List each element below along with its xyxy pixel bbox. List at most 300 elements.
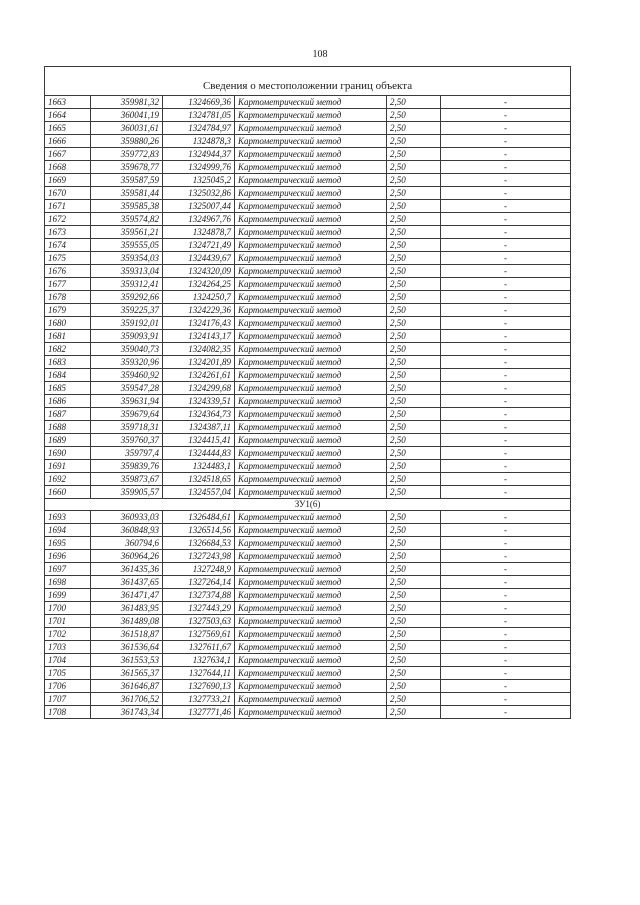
method-cell: Картометрический метод xyxy=(235,447,387,460)
x-coordinate-cell: 360794,6 xyxy=(91,537,163,550)
y-coordinate-cell: 1327644,11 xyxy=(163,667,235,680)
accuracy-cell: 2,50 xyxy=(387,382,441,395)
point-number-cell: 1695 xyxy=(45,537,91,550)
y-coordinate-cell: 1325045,2 xyxy=(163,174,235,187)
y-coordinate-cell: 1327243,98 xyxy=(163,550,235,563)
y-coordinate-cell: 1324320,09 xyxy=(163,265,235,278)
note-cell: - xyxy=(441,252,571,265)
x-coordinate-cell: 359547,28 xyxy=(91,382,163,395)
point-number-cell: 1675 xyxy=(45,252,91,265)
table-row xyxy=(45,447,571,460)
x-coordinate-cell: 361706,52 xyxy=(91,693,163,706)
method-cell: Картометрический метод xyxy=(235,628,387,641)
accuracy-cell: 2,50 xyxy=(387,317,441,330)
y-coordinate-cell: 1324784,97 xyxy=(163,122,235,135)
x-coordinate-cell: 361471,47 xyxy=(91,589,163,602)
method-cell: Картометрический метод xyxy=(235,602,387,615)
point-number-cell: 1677 xyxy=(45,278,91,291)
table-header-gap xyxy=(45,67,571,78)
point-number-cell: 1690 xyxy=(45,447,91,460)
x-coordinate-cell: 359760,37 xyxy=(91,434,163,447)
y-coordinate-cell: 1324201,89 xyxy=(163,356,235,369)
note-cell: - xyxy=(441,693,571,706)
method-cell: Картометрический метод xyxy=(235,148,387,161)
point-number-cell: 1703 xyxy=(45,641,91,654)
note-cell: - xyxy=(441,615,571,628)
method-cell: Картометрический метод xyxy=(235,174,387,187)
y-coordinate-cell: 1324264,25 xyxy=(163,278,235,291)
accuracy-cell: 2,50 xyxy=(387,667,441,680)
point-number-cell: 1692 xyxy=(45,473,91,486)
accuracy-cell: 2,50 xyxy=(387,135,441,148)
x-coordinate-cell: 359905,57 xyxy=(91,486,163,499)
note-cell: - xyxy=(441,148,571,161)
accuracy-cell: 2,50 xyxy=(387,265,441,278)
y-coordinate-cell: 1324878,7 xyxy=(163,226,235,239)
point-number-cell: 1708 xyxy=(45,706,91,719)
x-coordinate-cell: 359093,91 xyxy=(91,330,163,343)
table-row xyxy=(45,421,571,434)
x-coordinate-cell: 359873,67 xyxy=(91,473,163,486)
y-coordinate-cell: 1324143,17 xyxy=(163,330,235,343)
method-cell: Картометрический метод xyxy=(235,109,387,122)
table-row xyxy=(45,330,571,343)
point-number-cell: 1705 xyxy=(45,667,91,680)
table-row xyxy=(45,226,571,239)
note-cell: - xyxy=(441,239,571,252)
table-row xyxy=(45,382,571,395)
method-cell: Картометрический метод xyxy=(235,537,387,550)
note-cell: - xyxy=(441,576,571,589)
accuracy-cell: 2,50 xyxy=(387,161,441,174)
table-row xyxy=(45,395,571,408)
y-coordinate-cell: 1324721,49 xyxy=(163,239,235,252)
table-title: Сведения о местоположении границ объекта xyxy=(45,77,571,96)
point-number-cell: 1674 xyxy=(45,239,91,252)
x-coordinate-cell: 359320,96 xyxy=(91,356,163,369)
y-coordinate-cell: 1324518,65 xyxy=(163,473,235,486)
accuracy-cell: 2,50 xyxy=(387,239,441,252)
accuracy-cell: 2,50 xyxy=(387,330,441,343)
method-cell: Картометрический метод xyxy=(235,343,387,356)
method-cell: Картометрический метод xyxy=(235,382,387,395)
accuracy-cell: 2,50 xyxy=(387,680,441,693)
accuracy-cell: 2,50 xyxy=(387,252,441,265)
x-coordinate-cell: 360031,61 xyxy=(91,122,163,135)
boundary-coordinates-table xyxy=(44,66,571,719)
table-row xyxy=(45,628,571,641)
point-number-cell: 1686 xyxy=(45,395,91,408)
point-number-cell: 1685 xyxy=(45,382,91,395)
table-row xyxy=(45,265,571,278)
accuracy-cell: 2,50 xyxy=(387,524,441,537)
point-number-cell: 1699 xyxy=(45,589,91,602)
point-number-cell: 1673 xyxy=(45,226,91,239)
point-number-cell: 1691 xyxy=(45,460,91,473)
x-coordinate-cell: 359312,41 xyxy=(91,278,163,291)
note-cell: - xyxy=(441,447,571,460)
x-coordinate-cell: 360964,26 xyxy=(91,550,163,563)
method-cell: Картометрический метод xyxy=(235,680,387,693)
point-number-cell: 1664 xyxy=(45,109,91,122)
accuracy-cell: 2,50 xyxy=(387,369,441,382)
accuracy-cell: 2,50 xyxy=(387,200,441,213)
table-row xyxy=(45,486,571,499)
y-coordinate-cell: 1324176,43 xyxy=(163,317,235,330)
y-coordinate-cell: 1324339,51 xyxy=(163,395,235,408)
method-cell: Картометрический метод xyxy=(235,486,387,499)
accuracy-cell: 2,50 xyxy=(387,356,441,369)
point-number-cell: 1694 xyxy=(45,524,91,537)
method-cell: Картометрический метод xyxy=(235,187,387,200)
table-row xyxy=(45,161,571,174)
point-number-cell: 1684 xyxy=(45,369,91,382)
method-cell: Картометрический метод xyxy=(235,226,387,239)
method-cell: Картометрический метод xyxy=(235,252,387,265)
table-row xyxy=(45,291,571,304)
y-coordinate-cell: 1325007,44 xyxy=(163,200,235,213)
x-coordinate-cell: 359631,94 xyxy=(91,395,163,408)
y-coordinate-cell: 1327634,1 xyxy=(163,654,235,667)
point-number-cell: 1679 xyxy=(45,304,91,317)
note-cell: - xyxy=(441,213,571,226)
method-cell: Картометрический метод xyxy=(235,330,387,343)
method-cell: Картометрический метод xyxy=(235,589,387,602)
x-coordinate-cell: 360933,03 xyxy=(91,511,163,524)
table-row xyxy=(45,460,571,473)
method-cell: Картометрический метод xyxy=(235,122,387,135)
accuracy-cell: 2,50 xyxy=(387,174,441,187)
y-coordinate-cell: 1324299,68 xyxy=(163,382,235,395)
table-row xyxy=(45,369,571,382)
x-coordinate-cell: 361565,37 xyxy=(91,667,163,680)
accuracy-cell: 2,50 xyxy=(387,615,441,628)
note-cell: - xyxy=(441,667,571,680)
note-cell: - xyxy=(441,96,571,109)
y-coordinate-cell: 1327503,63 xyxy=(163,615,235,628)
method-cell: Картометрический метод xyxy=(235,550,387,563)
x-coordinate-cell: 360848,93 xyxy=(91,524,163,537)
note-cell: - xyxy=(441,109,571,122)
method-cell: Картометрический метод xyxy=(235,576,387,589)
y-coordinate-cell: 1326514,56 xyxy=(163,524,235,537)
y-coordinate-cell: 1324082,35 xyxy=(163,343,235,356)
accuracy-cell: 2,50 xyxy=(387,187,441,200)
table-row xyxy=(45,654,571,667)
table-row xyxy=(45,174,571,187)
x-coordinate-cell: 359587,59 xyxy=(91,174,163,187)
method-cell: Картометрический метод xyxy=(235,408,387,421)
y-coordinate-cell: 1327611,67 xyxy=(163,641,235,654)
y-coordinate-cell: 1324781,05 xyxy=(163,109,235,122)
point-number-cell: 1676 xyxy=(45,265,91,278)
note-cell: - xyxy=(441,486,571,499)
table-row xyxy=(45,252,571,265)
table-title-row xyxy=(45,77,571,96)
table-row xyxy=(45,187,571,200)
x-coordinate-cell: 359678,77 xyxy=(91,161,163,174)
point-number-cell: 1665 xyxy=(45,122,91,135)
x-coordinate-cell: 359718,31 xyxy=(91,421,163,434)
note-cell: - xyxy=(441,680,571,693)
method-cell: Картометрический метод xyxy=(235,421,387,434)
x-coordinate-cell: 359880,26 xyxy=(91,135,163,148)
accuracy-cell: 2,50 xyxy=(387,421,441,434)
accuracy-cell: 2,50 xyxy=(387,706,441,719)
method-cell: Картометрический метод xyxy=(235,356,387,369)
note-cell: - xyxy=(441,550,571,563)
x-coordinate-cell: 359225,37 xyxy=(91,304,163,317)
method-cell: Картометрический метод xyxy=(235,278,387,291)
method-cell: Картометрический метод xyxy=(235,511,387,524)
y-coordinate-cell: 1324878,3 xyxy=(163,135,235,148)
table-row xyxy=(45,317,571,330)
note-cell: - xyxy=(441,291,571,304)
y-coordinate-cell: 1327374,88 xyxy=(163,589,235,602)
y-coordinate-cell: 1327690,13 xyxy=(163,680,235,693)
table-row xyxy=(45,602,571,615)
point-number-cell: 1701 xyxy=(45,615,91,628)
y-coordinate-cell: 1327248,9 xyxy=(163,563,235,576)
note-cell: - xyxy=(441,135,571,148)
y-coordinate-cell: 1324250,7 xyxy=(163,291,235,304)
note-cell: - xyxy=(441,434,571,447)
y-coordinate-cell: 1325032,86 xyxy=(163,187,235,200)
x-coordinate-cell: 359574,82 xyxy=(91,213,163,226)
note-cell: - xyxy=(441,187,571,200)
x-coordinate-cell: 361483,95 xyxy=(91,602,163,615)
point-number-cell: 1669 xyxy=(45,174,91,187)
table-row xyxy=(45,148,571,161)
table-row xyxy=(45,96,571,109)
method-cell: Картометрический метод xyxy=(235,213,387,226)
note-cell: - xyxy=(441,278,571,291)
note-cell: - xyxy=(441,330,571,343)
note-cell: - xyxy=(441,369,571,382)
accuracy-cell: 2,50 xyxy=(387,550,441,563)
accuracy-cell: 2,50 xyxy=(387,563,441,576)
point-number-cell: 1688 xyxy=(45,421,91,434)
point-number-cell: 1660 xyxy=(45,486,91,499)
method-cell: Картометрический метод xyxy=(235,654,387,667)
x-coordinate-cell: 359040,73 xyxy=(91,343,163,356)
x-coordinate-cell: 359585,38 xyxy=(91,200,163,213)
x-coordinate-cell: 359561,21 xyxy=(91,226,163,239)
accuracy-cell: 2,50 xyxy=(387,511,441,524)
x-coordinate-cell: 359581,44 xyxy=(91,187,163,200)
y-coordinate-cell: 1324439,67 xyxy=(163,252,235,265)
table-row xyxy=(45,641,571,654)
table-row xyxy=(45,135,571,148)
note-cell: - xyxy=(441,537,571,550)
note-cell: - xyxy=(441,654,571,667)
note-cell: - xyxy=(441,382,571,395)
table-row xyxy=(45,615,571,628)
y-coordinate-cell: 1326684,53 xyxy=(163,537,235,550)
point-number-cell: 1670 xyxy=(45,187,91,200)
accuracy-cell: 2,50 xyxy=(387,654,441,667)
table-row xyxy=(45,278,571,291)
point-number-cell: 1700 xyxy=(45,602,91,615)
note-cell: - xyxy=(441,460,571,473)
y-coordinate-cell: 1324483,1 xyxy=(163,460,235,473)
table-row xyxy=(45,109,571,122)
note-cell: - xyxy=(441,706,571,719)
note-cell: - xyxy=(441,226,571,239)
y-coordinate-cell: 1327569,61 xyxy=(163,628,235,641)
x-coordinate-cell: 360041,19 xyxy=(91,109,163,122)
x-coordinate-cell: 359772,83 xyxy=(91,148,163,161)
point-number-cell: 1689 xyxy=(45,434,91,447)
method-cell: Картометрический метод xyxy=(235,667,387,680)
method-cell: Картометрический метод xyxy=(235,96,387,109)
point-number-cell: 1680 xyxy=(45,317,91,330)
table-row xyxy=(45,343,571,356)
accuracy-cell: 2,50 xyxy=(387,96,441,109)
y-coordinate-cell: 1326484,61 xyxy=(163,511,235,524)
y-coordinate-cell: 1324229,36 xyxy=(163,304,235,317)
accuracy-cell: 2,50 xyxy=(387,109,441,122)
x-coordinate-cell: 361518,87 xyxy=(91,628,163,641)
table-row xyxy=(45,563,571,576)
x-coordinate-cell: 359797,4 xyxy=(91,447,163,460)
x-coordinate-cell: 359981,32 xyxy=(91,96,163,109)
point-number-cell: 1696 xyxy=(45,550,91,563)
method-cell: Картометрический метод xyxy=(235,291,387,304)
note-cell: - xyxy=(441,200,571,213)
x-coordinate-cell: 359292,66 xyxy=(91,291,163,304)
accuracy-cell: 2,50 xyxy=(387,304,441,317)
y-coordinate-cell: 1324557,04 xyxy=(163,486,235,499)
accuracy-cell: 2,50 xyxy=(387,278,441,291)
note-cell: - xyxy=(441,602,571,615)
table-row xyxy=(45,537,571,550)
note-cell: - xyxy=(441,589,571,602)
y-coordinate-cell: 1324387,11 xyxy=(163,421,235,434)
point-number-cell: 1707 xyxy=(45,693,91,706)
x-coordinate-cell: 359839,76 xyxy=(91,460,163,473)
x-coordinate-cell: 361646,87 xyxy=(91,680,163,693)
accuracy-cell: 2,50 xyxy=(387,486,441,499)
point-number-cell: 1683 xyxy=(45,356,91,369)
point-number-cell: 1663 xyxy=(45,96,91,109)
note-cell: - xyxy=(441,356,571,369)
accuracy-cell: 2,50 xyxy=(387,693,441,706)
table-row xyxy=(45,239,571,252)
note-cell: - xyxy=(441,473,571,486)
note-cell: - xyxy=(441,343,571,356)
y-coordinate-cell: 1327733,21 xyxy=(163,693,235,706)
y-coordinate-cell: 1324999,76 xyxy=(163,161,235,174)
table-row xyxy=(45,576,571,589)
y-coordinate-cell: 1327771,46 xyxy=(163,706,235,719)
note-cell: - xyxy=(441,174,571,187)
accuracy-cell: 2,50 xyxy=(387,589,441,602)
method-cell: Картометрический метод xyxy=(235,200,387,213)
y-coordinate-cell: 1324669,36 xyxy=(163,96,235,109)
x-coordinate-cell: 361553,53 xyxy=(91,654,163,667)
table-row xyxy=(45,693,571,706)
note-cell: - xyxy=(441,641,571,654)
point-number-cell: 1667 xyxy=(45,148,91,161)
accuracy-cell: 2,50 xyxy=(387,641,441,654)
note-cell: - xyxy=(441,408,571,421)
point-number-cell: 1681 xyxy=(45,330,91,343)
table-row xyxy=(45,304,571,317)
method-cell: Картометрический метод xyxy=(235,304,387,317)
table-row xyxy=(45,122,571,135)
note-cell: - xyxy=(441,395,571,408)
method-cell: Картометрический метод xyxy=(235,615,387,628)
y-coordinate-cell: 1327443,29 xyxy=(163,602,235,615)
x-coordinate-cell: 359192,01 xyxy=(91,317,163,330)
method-cell: Картометрический метод xyxy=(235,369,387,382)
x-coordinate-cell: 359460,92 xyxy=(91,369,163,382)
accuracy-cell: 2,50 xyxy=(387,537,441,550)
point-number-cell: 1706 xyxy=(45,680,91,693)
accuracy-cell: 2,50 xyxy=(387,213,441,226)
point-number-cell: 1687 xyxy=(45,408,91,421)
table-row xyxy=(45,434,571,447)
table-row xyxy=(45,200,571,213)
method-cell: Картометрический метод xyxy=(235,473,387,486)
table-row xyxy=(45,680,571,693)
table-row xyxy=(45,473,571,486)
method-cell: Картометрический метод xyxy=(235,265,387,278)
point-number-cell: 1702 xyxy=(45,628,91,641)
x-coordinate-cell: 361536,64 xyxy=(91,641,163,654)
method-cell: Картометрический метод xyxy=(235,161,387,174)
y-coordinate-cell: 1327264,14 xyxy=(163,576,235,589)
x-coordinate-cell: 359679,64 xyxy=(91,408,163,421)
method-cell: Картометрический метод xyxy=(235,434,387,447)
accuracy-cell: 2,50 xyxy=(387,148,441,161)
table-row xyxy=(45,667,571,680)
method-cell: Картометрический метод xyxy=(235,395,387,408)
note-cell: - xyxy=(441,511,571,524)
method-cell: Картометрический метод xyxy=(235,460,387,473)
table-row xyxy=(45,550,571,563)
accuracy-cell: 2,50 xyxy=(387,226,441,239)
x-coordinate-cell: 359354,03 xyxy=(91,252,163,265)
point-number-cell: 1678 xyxy=(45,291,91,304)
method-cell: Картометрический метод xyxy=(235,706,387,719)
note-cell: - xyxy=(441,161,571,174)
point-number-cell: 1668 xyxy=(45,161,91,174)
note-cell: - xyxy=(441,421,571,434)
accuracy-cell: 2,50 xyxy=(387,408,441,421)
point-number-cell: 1671 xyxy=(45,200,91,213)
point-number-cell: 1698 xyxy=(45,576,91,589)
note-cell: - xyxy=(441,524,571,537)
table-row xyxy=(45,511,571,524)
y-coordinate-cell: 1324364,73 xyxy=(163,408,235,421)
x-coordinate-cell: 359313,04 xyxy=(91,265,163,278)
method-cell: Картометрический метод xyxy=(235,563,387,576)
table-row xyxy=(45,706,571,719)
accuracy-cell: 2,50 xyxy=(387,460,441,473)
section-header-row xyxy=(45,499,571,511)
note-cell: - xyxy=(441,628,571,641)
method-cell: Картометрический метод xyxy=(235,693,387,706)
point-number-cell: 1693 xyxy=(45,511,91,524)
table-row xyxy=(45,589,571,602)
x-coordinate-cell: 361437,65 xyxy=(91,576,163,589)
accuracy-cell: 2,50 xyxy=(387,628,441,641)
y-coordinate-cell: 1324944,37 xyxy=(163,148,235,161)
table-row xyxy=(45,524,571,537)
table-row xyxy=(45,213,571,226)
